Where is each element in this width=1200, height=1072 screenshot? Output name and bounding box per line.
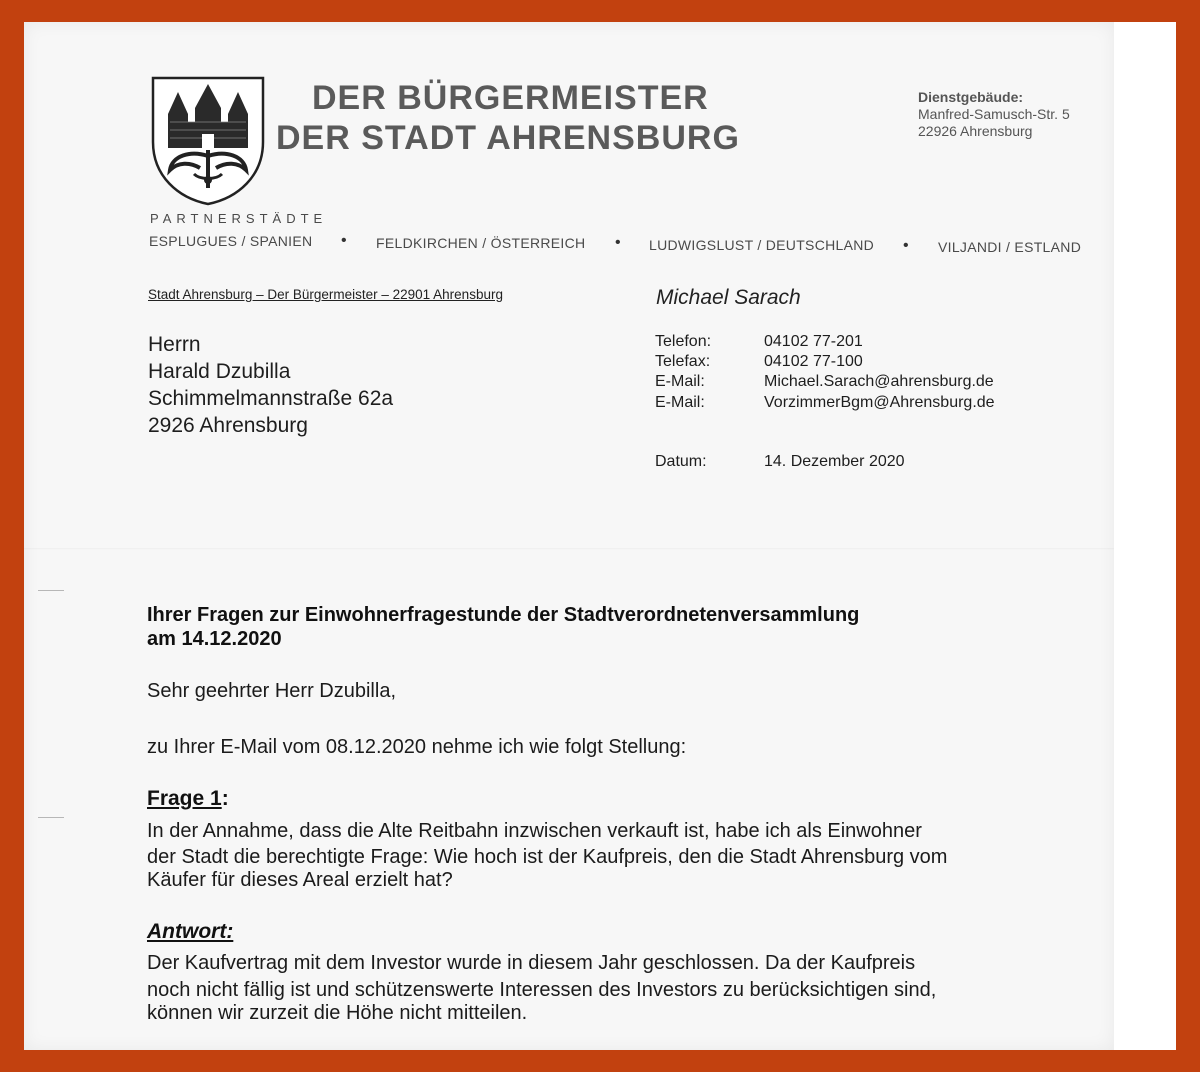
paper-fold: [24, 548, 1114, 550]
office-street: Manfred-Samusch-Str. 5: [918, 106, 1070, 122]
contact-value: Michael.Sarach@ahrensburg.de: [764, 373, 994, 390]
answer-line: können wir zurzeit die Höhe nicht mitteilen.: [147, 1002, 528, 1024]
contact-name: Michael Sarach: [656, 286, 801, 309]
question-heading: [147, 787, 229, 811]
question-line: der Stadt die berechtigte Frage: Wie hoch ist der Kaufpreis, den die Stadt Ahrensburg vom: [147, 846, 948, 868]
greeting: Sehr geehrter Herr Dzubilla,: [147, 680, 396, 702]
answer-line: noch nicht fällig ist und schützenswerte Interessen des Investors zu berücksichtigen sind,: [147, 979, 937, 1001]
office-label: Dienstgebäude:: [918, 89, 1024, 105]
office-city: 22926 Ahrensburg: [918, 123, 1033, 139]
separator-dot: •: [615, 234, 621, 251]
partner-city: ESPLUGUES / SPANIEN: [149, 233, 313, 249]
question-line: Käufer für dieses Areal erzielt hat?: [147, 869, 453, 891]
answer-line: Der Kaufvertrag mit dem Investor wurde in diesem Jahr geschlossen. Da der Kaufpreis: [147, 952, 916, 974]
separator-dot: •: [903, 237, 909, 254]
answer-heading: Antwort:: [147, 920, 234, 943]
recipient-salutation: Herrn: [148, 333, 201, 356]
partner-city: FELDKIRCHEN / ÖSTERREICH: [376, 235, 586, 251]
contact-value: 04102 77-100: [764, 353, 863, 370]
office-address: [918, 89, 1070, 140]
contact-label: E-Mail:: [655, 394, 705, 411]
intro-paragraph: zu Ihrer E-Mail vom 08.12.2020 nehme ich wie folgt Stellung:: [147, 736, 687, 758]
separator-dot: •: [341, 232, 347, 249]
contact-label: E-Mail:: [655, 373, 705, 390]
date-label: Datum:: [655, 453, 707, 470]
contact-value: 04102 77-201: [764, 333, 863, 350]
letterhead-title-line2: DER STADT AHRENSBURG: [276, 119, 740, 157]
fold-mark: [38, 590, 64, 591]
subject-line: Ihrer Fragen zur Einwohnerfragestunde der Stadtverordnetenversammlung: [147, 604, 860, 626]
recipient-city: 2926 Ahrensburg: [148, 414, 308, 437]
fold-mark: [38, 817, 64, 818]
return-address-line: Stadt Ahrensburg – Der Bürgermeister – 22901 Ahrensburg: [148, 287, 503, 302]
contact-label: Telefax:: [655, 353, 711, 370]
contact-label: Telefon:: [655, 333, 712, 350]
partner-city: VILJANDI / ESTLAND: [938, 239, 1082, 255]
paper-edge: [1114, 22, 1176, 1050]
partner-city: LUDWIGSLUST / DEUTSCHLAND: [649, 237, 875, 253]
letterhead-title-line1: DER BÜRGERMEISTER: [312, 79, 709, 117]
question-colon: :: [221, 787, 229, 810]
recipient-name: Harald Dzubilla: [148, 360, 291, 383]
question-label: Frage 1: [147, 787, 222, 810]
contact-value: VorzimmerBgm@Ahrensburg.de: [764, 394, 995, 411]
question-line: In der Annahme, dass die Alte Reitbahn inzwischen verkauft ist, habe ich als Einwohner: [147, 820, 922, 842]
subject-line: am 14.12.2020: [147, 628, 282, 650]
recipient-street: Schimmelmannstraße 62a: [148, 387, 394, 410]
partner-cities-label: PARTNERSTÄDTE: [150, 211, 328, 226]
date-value: 14. Dezember 2020: [764, 453, 905, 470]
coat-of-arms-icon: [150, 76, 266, 206]
